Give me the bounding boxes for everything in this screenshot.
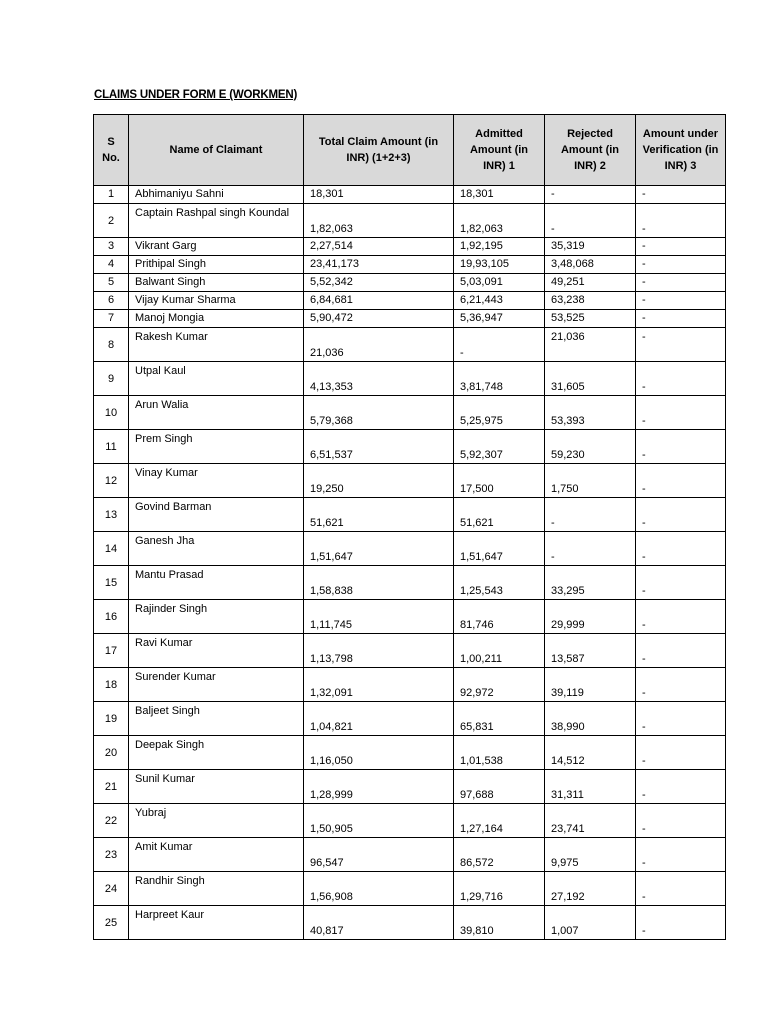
cell-name: Arun Walia xyxy=(129,396,304,430)
cell-rejected: 23,741 xyxy=(545,804,636,838)
cell-admitted: 5,36,947 xyxy=(454,310,545,328)
cell-total: 1,82,063 xyxy=(304,204,454,238)
table-row xyxy=(94,906,726,940)
cell-sno: 18 xyxy=(94,668,129,702)
cell-verification: - xyxy=(636,328,726,362)
cell-name: Surender Kumar xyxy=(129,668,304,702)
table-row xyxy=(94,186,726,204)
table-row xyxy=(94,668,726,702)
cell-verification: - xyxy=(636,362,726,396)
cell-total: 1,32,091 xyxy=(304,668,454,702)
cell-verification: - xyxy=(636,872,726,906)
cell-admitted: - xyxy=(454,328,545,362)
claims-table xyxy=(93,114,726,940)
cell-rejected: 63,238 xyxy=(545,292,636,310)
table-row xyxy=(94,838,726,872)
table-header-row xyxy=(94,115,726,186)
cell-verification: - xyxy=(636,274,726,292)
cell-name: Amit Kumar xyxy=(129,838,304,872)
table-row xyxy=(94,292,726,310)
cell-name: Vijay Kumar Sharma xyxy=(129,292,304,310)
cell-sno: 21 xyxy=(94,770,129,804)
cell-total: 6,51,537 xyxy=(304,430,454,464)
cell-verification: - xyxy=(636,186,726,204)
cell-total: 23,41,173 xyxy=(304,256,454,274)
cell-rejected: - xyxy=(545,498,636,532)
cell-sno: 1 xyxy=(94,186,129,204)
cell-sno: 16 xyxy=(94,600,129,634)
cell-admitted: 1,27,164 xyxy=(454,804,545,838)
cell-verification: - xyxy=(636,310,726,328)
cell-sno: 9 xyxy=(94,362,129,396)
table-row xyxy=(94,498,726,532)
cell-verification: - xyxy=(636,464,726,498)
cell-total: 96,547 xyxy=(304,838,454,872)
cell-total: 1,13,798 xyxy=(304,634,454,668)
header-rejected: Rejected Amount (in INR) 2 xyxy=(545,115,636,186)
cell-sno: 2 xyxy=(94,204,129,238)
cell-rejected: 33,295 xyxy=(545,566,636,600)
cell-verification: - xyxy=(636,566,726,600)
table-row xyxy=(94,804,726,838)
cell-sno: 22 xyxy=(94,804,129,838)
header-verification: Amount under Verification (in INR) 3 xyxy=(636,115,726,186)
cell-name: Ravi Kumar xyxy=(129,634,304,668)
cell-admitted: 1,29,716 xyxy=(454,872,545,906)
cell-name: Prithipal Singh xyxy=(129,256,304,274)
cell-sno: 15 xyxy=(94,566,129,600)
cell-rejected: 53,393 xyxy=(545,396,636,430)
cell-verification: - xyxy=(636,634,726,668)
cell-sno: 3 xyxy=(94,238,129,256)
cell-rejected: - xyxy=(545,186,636,204)
claims-table-body xyxy=(94,186,726,940)
cell-total: 1,11,745 xyxy=(304,600,454,634)
table-row xyxy=(94,328,726,362)
cell-name: Govind Barman xyxy=(129,498,304,532)
cell-total: 51,621 xyxy=(304,498,454,532)
cell-verification: - xyxy=(636,238,726,256)
cell-admitted: 92,972 xyxy=(454,668,545,702)
cell-sno: 12 xyxy=(94,464,129,498)
cell-name: Prem Singh xyxy=(129,430,304,464)
table-row xyxy=(94,566,726,600)
cell-name: Abhimaniyu Sahni xyxy=(129,186,304,204)
cell-total: 21,036 xyxy=(304,328,454,362)
cell-total: 18,301 xyxy=(304,186,454,204)
cell-rejected: 59,230 xyxy=(545,430,636,464)
table-row xyxy=(94,532,726,566)
cell-verification: - xyxy=(636,204,726,238)
cell-name: Mantu Prasad xyxy=(129,566,304,600)
cell-total: 5,52,342 xyxy=(304,274,454,292)
cell-total: 1,04,821 xyxy=(304,702,454,736)
cell-sno: 20 xyxy=(94,736,129,770)
cell-total: 6,84,681 xyxy=(304,292,454,310)
cell-admitted: 17,500 xyxy=(454,464,545,498)
table-row xyxy=(94,256,726,274)
cell-verification: - xyxy=(636,736,726,770)
cell-admitted: 81,746 xyxy=(454,600,545,634)
cell-name: Rakesh Kumar xyxy=(129,328,304,362)
cell-sno: 23 xyxy=(94,838,129,872)
cell-rejected: 38,990 xyxy=(545,702,636,736)
cell-rejected: 49,251 xyxy=(545,274,636,292)
cell-rejected: 13,587 xyxy=(545,634,636,668)
cell-name: Baljeet Singh xyxy=(129,702,304,736)
cell-sno: 14 xyxy=(94,532,129,566)
document-title: CLAIMS UNDER FORM E (WORKMEN) xyxy=(94,89,298,101)
cell-admitted: 51,621 xyxy=(454,498,545,532)
cell-rejected: 35,319 xyxy=(545,238,636,256)
table-row xyxy=(94,396,726,430)
cell-admitted: 1,01,538 xyxy=(454,736,545,770)
cell-verification: - xyxy=(636,668,726,702)
table-row xyxy=(94,204,726,238)
cell-verification: - xyxy=(636,256,726,274)
cell-total: 1,28,999 xyxy=(304,770,454,804)
cell-verification: - xyxy=(636,702,726,736)
cell-rejected: 39,119 xyxy=(545,668,636,702)
cell-admitted: 5,03,091 xyxy=(454,274,545,292)
cell-name: Harpreet Kaur xyxy=(129,906,304,940)
cell-verification: - xyxy=(636,770,726,804)
cell-total: 5,79,368 xyxy=(304,396,454,430)
cell-verification: - xyxy=(636,292,726,310)
table-row xyxy=(94,362,726,396)
cell-name: Vinay Kumar xyxy=(129,464,304,498)
cell-sno: 13 xyxy=(94,498,129,532)
cell-admitted: 3,81,748 xyxy=(454,362,545,396)
cell-rejected: 9,975 xyxy=(545,838,636,872)
cell-sno: 7 xyxy=(94,310,129,328)
cell-name: Rajinder Singh xyxy=(129,600,304,634)
table-row xyxy=(94,274,726,292)
cell-admitted: 1,92,195 xyxy=(454,238,545,256)
table-row xyxy=(94,634,726,668)
cell-rejected: - xyxy=(545,204,636,238)
cell-admitted: 39,810 xyxy=(454,906,545,940)
cell-sno: 19 xyxy=(94,702,129,736)
cell-admitted: 1,51,647 xyxy=(454,532,545,566)
cell-total: 5,90,472 xyxy=(304,310,454,328)
cell-admitted: 1,25,543 xyxy=(454,566,545,600)
cell-name: Captain Rashpal singh Koundal xyxy=(129,204,304,238)
cell-verification: - xyxy=(636,804,726,838)
cell-admitted: 5,92,307 xyxy=(454,430,545,464)
cell-rejected: 21,036 xyxy=(545,328,636,362)
cell-name: Vikrant Garg xyxy=(129,238,304,256)
cell-admitted: 19,93,105 xyxy=(454,256,545,274)
cell-admitted: 65,831 xyxy=(454,702,545,736)
table-row xyxy=(94,600,726,634)
cell-verification: - xyxy=(636,498,726,532)
cell-name: Sunil Kumar xyxy=(129,770,304,804)
cell-rejected: 3,48,068 xyxy=(545,256,636,274)
header-name: Name of Claimant xyxy=(129,115,304,186)
cell-verification: - xyxy=(636,906,726,940)
cell-sno: 25 xyxy=(94,906,129,940)
cell-name: Balwant Singh xyxy=(129,274,304,292)
header-total: Total Claim Amount (in INR) (1+2+3) xyxy=(304,115,454,186)
cell-verification: - xyxy=(636,396,726,430)
cell-total: 1,56,908 xyxy=(304,872,454,906)
cell-name: Randhir Singh xyxy=(129,872,304,906)
cell-total: 1,51,647 xyxy=(304,532,454,566)
cell-rejected: 14,512 xyxy=(545,736,636,770)
table-row xyxy=(94,310,726,328)
cell-total: 1,50,905 xyxy=(304,804,454,838)
cell-verification: - xyxy=(636,600,726,634)
cell-sno: 10 xyxy=(94,396,129,430)
cell-rejected: 1,750 xyxy=(545,464,636,498)
cell-verification: - xyxy=(636,532,726,566)
table-row xyxy=(94,702,726,736)
cell-sno: 8 xyxy=(94,328,129,362)
cell-total: 1,58,838 xyxy=(304,566,454,600)
cell-admitted: 97,688 xyxy=(454,770,545,804)
header-sno: S No. xyxy=(94,115,129,186)
cell-sno: 6 xyxy=(94,292,129,310)
table-row xyxy=(94,238,726,256)
cell-rejected: 1,007 xyxy=(545,906,636,940)
cell-admitted: 18,301 xyxy=(454,186,545,204)
cell-rejected: 29,999 xyxy=(545,600,636,634)
cell-rejected: 31,605 xyxy=(545,362,636,396)
cell-sno: 4 xyxy=(94,256,129,274)
cell-rejected: 31,311 xyxy=(545,770,636,804)
cell-total: 19,250 xyxy=(304,464,454,498)
cell-rejected: 27,192 xyxy=(545,872,636,906)
cell-sno: 24 xyxy=(94,872,129,906)
cell-admitted: 1,82,063 xyxy=(454,204,545,238)
cell-name: Yubraj xyxy=(129,804,304,838)
cell-verification: - xyxy=(636,838,726,872)
cell-verification: - xyxy=(636,430,726,464)
cell-rejected: 53,525 xyxy=(545,310,636,328)
cell-sno: 17 xyxy=(94,634,129,668)
cell-admitted: 86,572 xyxy=(454,838,545,872)
table-row xyxy=(94,464,726,498)
table-row xyxy=(94,736,726,770)
cell-admitted: 6,21,443 xyxy=(454,292,545,310)
cell-admitted: 1,00,211 xyxy=(454,634,545,668)
cell-name: Ganesh Jha xyxy=(129,532,304,566)
cell-sno: 11 xyxy=(94,430,129,464)
cell-rejected: - xyxy=(545,532,636,566)
cell-total: 1,16,050 xyxy=(304,736,454,770)
cell-admitted: 5,25,975 xyxy=(454,396,545,430)
cell-name: Deepak Singh xyxy=(129,736,304,770)
cell-total: 2,27,514 xyxy=(304,238,454,256)
cell-name: Manoj Mongia xyxy=(129,310,304,328)
cell-total: 4,13,353 xyxy=(304,362,454,396)
cell-sno: 5 xyxy=(94,274,129,292)
header-admitted: Admitted Amount (in INR) 1 xyxy=(454,115,545,186)
cell-name: Utpal Kaul xyxy=(129,362,304,396)
table-row xyxy=(94,770,726,804)
table-row xyxy=(94,430,726,464)
table-row xyxy=(94,872,726,906)
cell-total: 40,817 xyxy=(304,906,454,940)
